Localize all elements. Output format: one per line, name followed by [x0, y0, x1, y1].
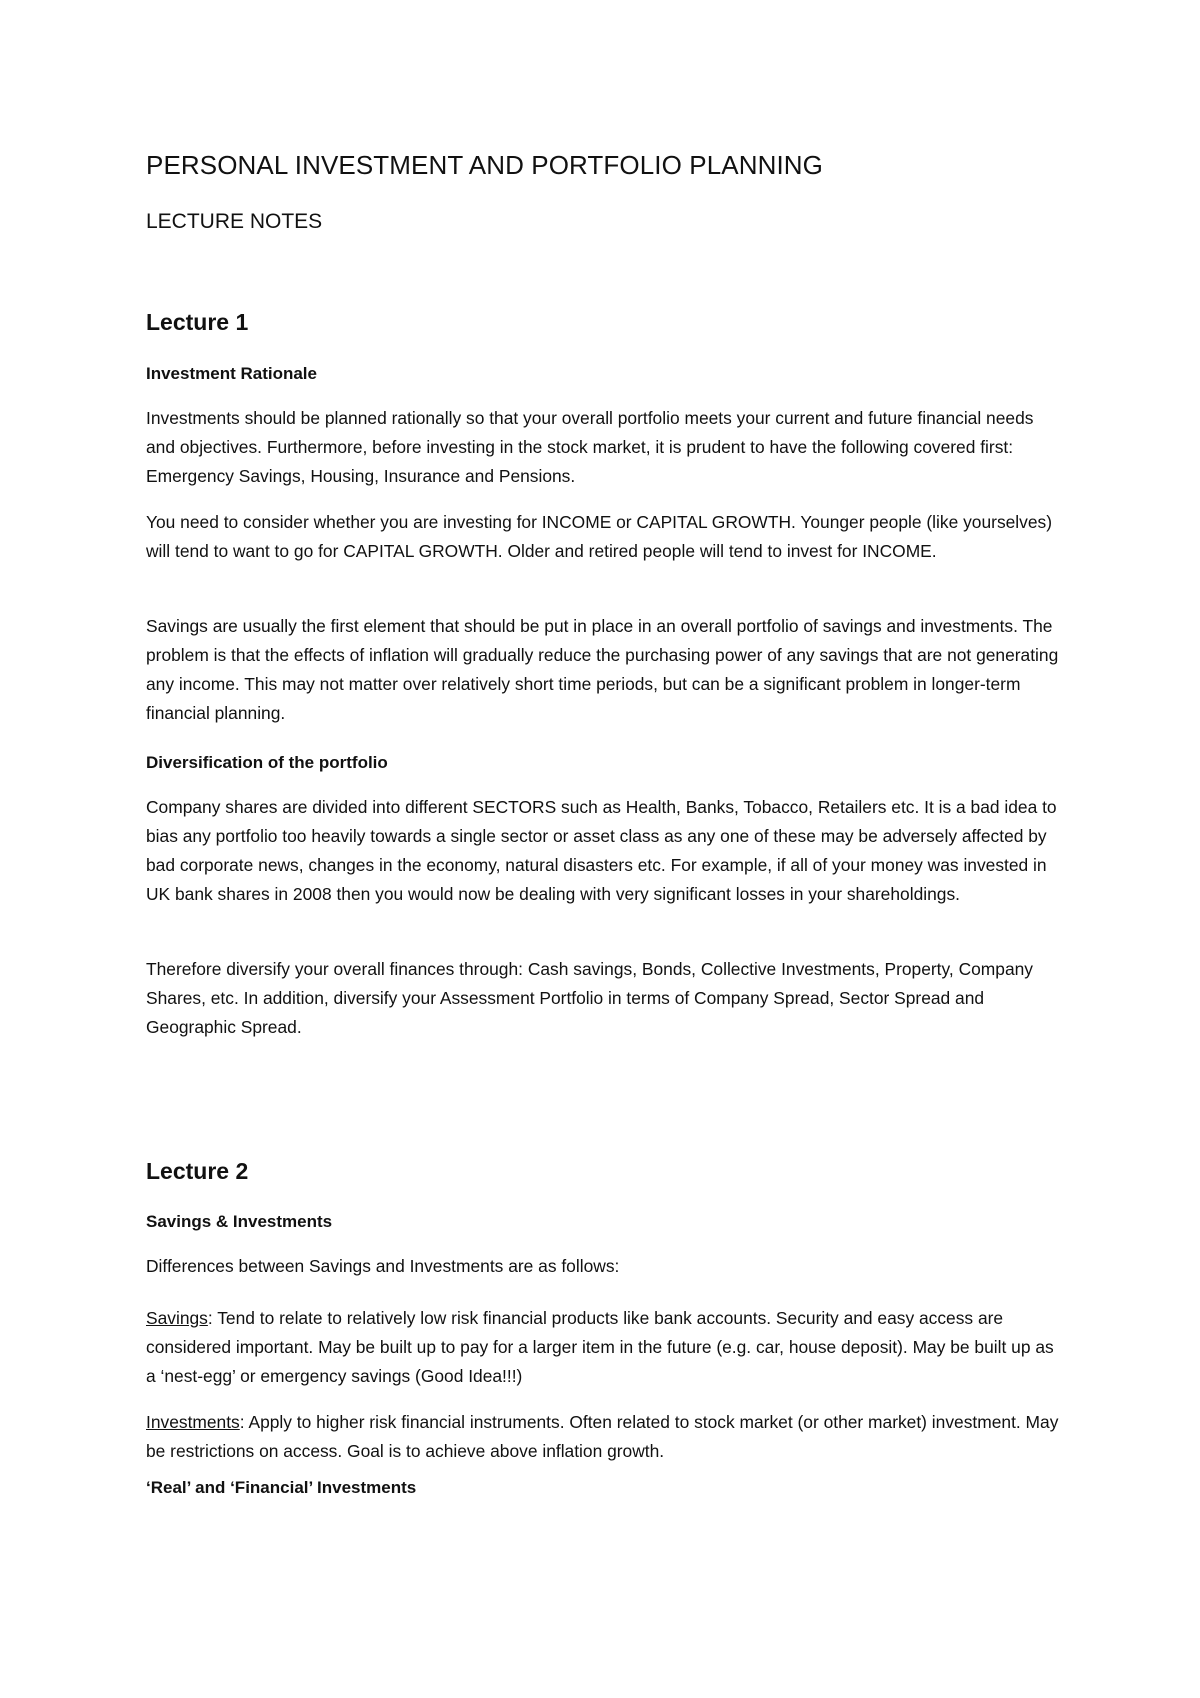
lecture-1-heading: Lecture 1 [146, 309, 249, 335]
investments-term: Investments [146, 1412, 240, 1432]
differences-intro: Differences between Savings and Investments are as follows: [146, 1256, 620, 1276]
rationale-paragraph-3: Savings are usually the first element that should be put in place in an overall portfolio of savings and investments. The problem is that the effects of inflation will gradually reduce the purchasing power of any savings that are not generating any income. This may not matter over relatively short time periods, but can be a significant problem in longer-term financial planning. [146, 616, 1059, 723]
document-title: PERSONAL INVESTMENT AND PORTFOLIO PLANNING [146, 150, 823, 180]
savings-definition [146, 1304, 1066, 1391]
investments-text: : Apply to higher risk financial instruments. Often related to stock market (or other market) investment. May be restrictions on access. Goal is to achieve above inflation growth. [146, 1412, 1059, 1461]
savings-term: Savings [146, 1308, 208, 1328]
document-subtitle: LECTURE NOTES [146, 210, 323, 233]
real-financial-investments-heading: ‘Real’ and ‘Financial’ Investments [146, 1478, 417, 1497]
diversification-heading: Diversification of the portfolio [146, 753, 388, 772]
savings-text: : Tend to relate to relatively low risk financial products like bank accounts. Security and easy access are considered important. May be built up to pay for a larger item in the future (e.g. car, house deposit). May be built up as a ‘nest-egg’ or emergency savings (Good Idea!!!) [146, 1308, 1054, 1386]
investments-definition [146, 1408, 1066, 1466]
diversification-paragraph-2: Therefore diversify your overall finances through: Cash savings, Bonds, Collective Investments, Property, Company Shares, etc. In addition, diversify your Assessment Portfolio in terms of Company Spread, Sector Spread and Geographic Spread. [146, 959, 1034, 1037]
savings-investments-heading: Savings & Investments [146, 1212, 333, 1231]
lecture-2-heading: Lecture 2 [146, 1158, 249, 1184]
rationale-paragraph-1: Investments should be planned rationally so that your overall portfolio meets your current and future financial needs and objectives. Furthermore, before investing in the stock market, it is prudent to have the following covered first: Emergency Savings, Housing, Insurance and Pensions. [146, 408, 1034, 486]
rationale-paragraph-2: You need to consider whether you are investing for INCOME or CAPITAL GROWTH. Younger people (like yourselves) will tend to want to go for CAPITAL GROWTH. Older and retired people will tend to invest for INCOME. [146, 512, 1053, 561]
diversification-paragraph-1: Company shares are divided into different SECTORS such as Health, Banks, Tobacco, Retailers etc. It is a bad idea to bias any portfolio too heavily towards a single sector or asset class as any one of these may be adversely affected by bad corporate news, changes in the economy, natural disasters etc. For example, if all of your money was invested in UK bank shares in 2008 then you would now be dealing with very significant losses in your shareholdings. [146, 797, 1057, 904]
investment-rationale-heading: Investment Rationale [146, 364, 317, 383]
